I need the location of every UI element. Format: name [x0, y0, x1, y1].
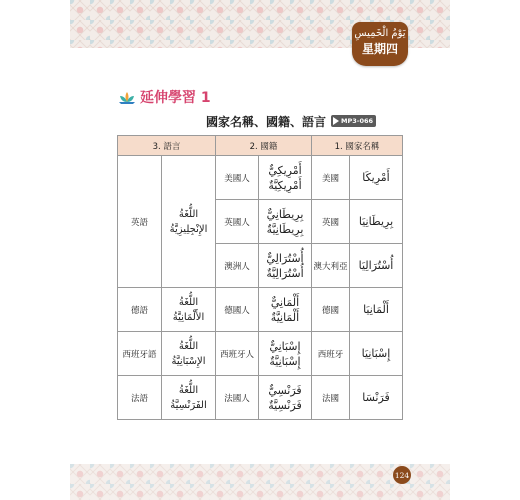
language-arabic: اللُّغَةُ الفَرَنْسِيَّةُ — [162, 376, 216, 420]
vocab-table — [117, 135, 403, 420]
country-chinese: 美國 — [312, 156, 350, 200]
audio-track-label: MP3-066 — [341, 117, 374, 125]
nationality-arabic — [259, 332, 312, 376]
table-row — [118, 156, 403, 200]
nationality-chinese: 法國人 — [216, 376, 259, 420]
nationality-arabic — [259, 288, 312, 332]
table-row — [118, 332, 403, 376]
nationality-arabic-feminine: أَلْمَانِيَّةٌ — [270, 310, 300, 324]
nationality-arabic-feminine: أُسْتُرَالِيَّةٌ — [266, 266, 304, 280]
language-chinese: 西班牙語 — [118, 332, 162, 376]
nationality-chinese: 德國人 — [216, 288, 259, 332]
page-number: 124 — [393, 466, 411, 484]
section-title — [118, 87, 211, 107]
nationality-arabic-masculine: أَمْرِيكِيٌّ — [268, 163, 302, 177]
nationality-arabic-masculine: فَرَنْسِيٌّ — [268, 383, 302, 397]
nationality-arabic-feminine: أَمْرِيكِيَّةٌ — [268, 178, 302, 192]
header-nationality: 2. 國籍 — [216, 136, 312, 156]
country-chinese: 西班牙 — [312, 332, 350, 376]
nationality-arabic — [259, 200, 312, 244]
nationality-chinese: 英國人 — [216, 200, 259, 244]
play-icon — [331, 115, 341, 127]
nationality-arabic-feminine: إِسْبَانِيَّةٌ — [269, 354, 301, 368]
language-arabic: اللُّغَةُ الإِنْجِلِيزِيَّةُ — [162, 156, 216, 288]
nationality-arabic — [259, 244, 312, 288]
nationality-chinese: 西班牙人 — [216, 332, 259, 376]
country-chinese: 德國 — [312, 288, 350, 332]
language-arabic: اللُّغَةُ الأَلْمَانِيَّةُ — [162, 288, 216, 332]
country-arabic: أُسْتُرَالِيَا — [350, 244, 403, 288]
day-chinese: 星期四 — [361, 42, 398, 56]
nationality-arabic — [259, 156, 312, 200]
section-title-text: 延伸學習 1 — [140, 90, 211, 106]
country-chinese: 澳大利亞 — [312, 244, 350, 288]
country-arabic: إِسْبَانِيَا — [350, 332, 403, 376]
country-chinese: 英國 — [312, 200, 350, 244]
nationality-arabic-masculine: أَلْمَانِيٌّ — [270, 295, 300, 309]
country-arabic: أَلْمَانِيَا — [350, 288, 403, 332]
day-badge — [352, 22, 408, 66]
nationality-arabic-feminine: بِرِيطَانِيَّةٌ — [266, 222, 304, 236]
audio-track-button[interactable] — [331, 115, 376, 127]
table-heading — [206, 112, 376, 130]
country-arabic: بِرِيطَانِيَا — [350, 200, 403, 244]
nationality-chinese: 美國人 — [216, 156, 259, 200]
lotus-icon — [118, 90, 136, 104]
day-arabic: يَوْمُ الْخَمِيسِ — [354, 28, 406, 39]
language-chinese: 法語 — [118, 376, 162, 420]
table-row — [118, 288, 403, 332]
nationality-arabic-masculine: إِسْبَانِيٌّ — [269, 339, 301, 353]
table-row — [118, 376, 403, 420]
decorative-pattern-bottom — [70, 464, 450, 500]
nationality-chinese: 澳洲人 — [216, 244, 259, 288]
language-arabic: اللُّغَةُ الإِسْبَانِيَّةُ — [162, 332, 216, 376]
nationality-arabic-masculine: بِرِيطَانِيٌّ — [266, 207, 304, 221]
language-chinese: 德語 — [118, 288, 162, 332]
table-header-row — [118, 136, 403, 156]
language-chinese: 英語 — [118, 156, 162, 288]
country-chinese: 法國 — [312, 376, 350, 420]
nationality-arabic-masculine: أُسْتُرَالِيٌّ — [266, 251, 304, 265]
table-heading-text: 國家名稱、國籍、語言 — [206, 114, 327, 129]
header-language: 3. 語言 — [118, 136, 216, 156]
header-country: 1. 國家名稱 — [312, 136, 403, 156]
country-arabic: فَرَنْسَا — [350, 376, 403, 420]
country-arabic: أَمْرِيكَا — [350, 156, 403, 200]
nationality-arabic — [259, 376, 312, 420]
nationality-arabic-feminine: فَرَنْسِيَّةٌ — [268, 398, 302, 412]
